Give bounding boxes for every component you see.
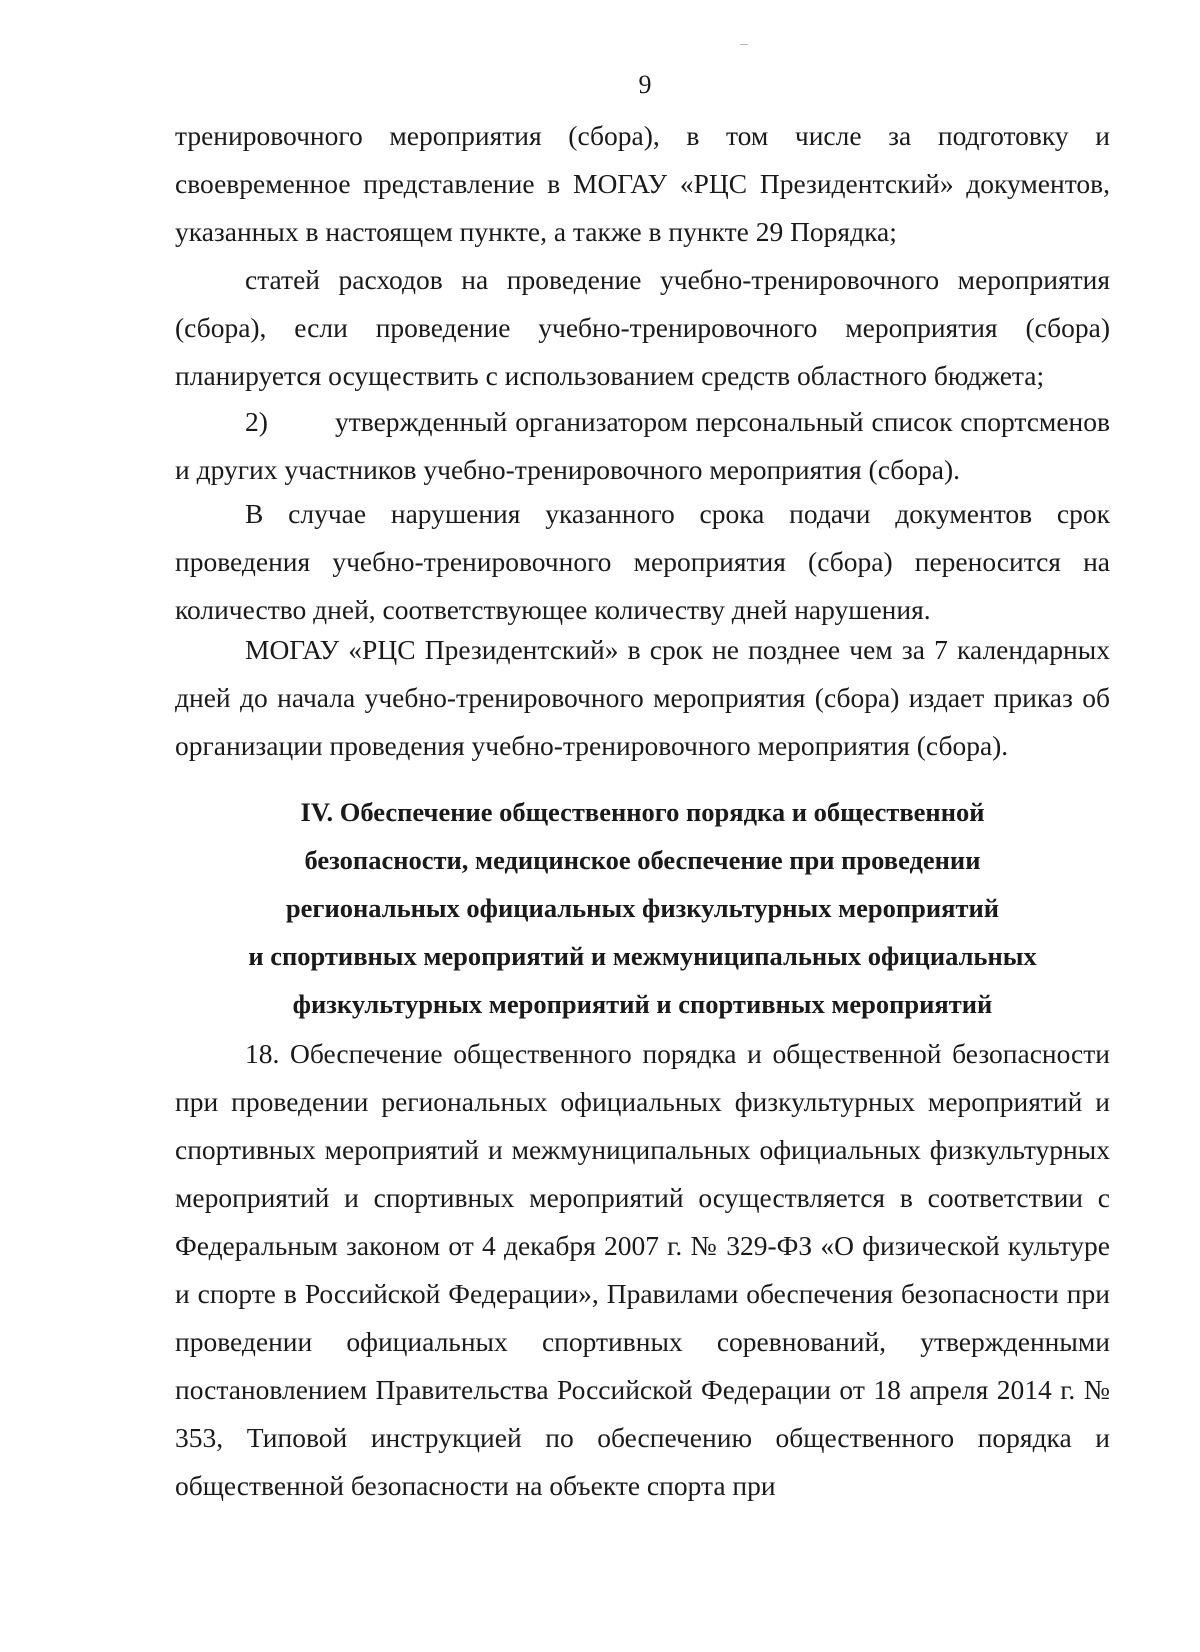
paragraph-order-issuance: МОГАУ «РЦС Президентский» в срок не позднее чем за 7 календарных дней до начала учебно-тренировочного мероприятия (сбора) издает приказ об организации проведения учебно-тренировочного мероприятия (сбора).: [175, 634, 1110, 761]
paragraph-expense-items: статей расходов на проведение учебно-тренировочного мероприятия (сбора), если проведение учебно-тренировочного мероприятия (сбора) планируется осуществить с использованием средств областного бюджета;: [175, 264, 1110, 391]
paragraph-continuation: тренировочного мероприятия (сбора), в том числе за подготовку и своевременное представление в МОГАУ «РЦС Президентский» документов, указанных в настоящем пункте, а также в пункте 29 Порядка;: [175, 120, 1110, 247]
section-heading-line: физкультурных мероприятий и спортивных мероприятий: [292, 989, 993, 1019]
section-heading-line: региональных официальных физкультурных мероприятий: [285, 893, 1000, 923]
item-text: утвержденный организатором персональный список спортсменов и других участников учебно-тренировочного мероприятия (сбора).: [175, 406, 1110, 485]
item-number: 2): [245, 406, 268, 437]
section-heading-line: IV. Обеспечение общественного порядка и общественной: [300, 797, 985, 827]
scan-speck: [740, 44, 748, 45]
section-heading-line: и спортивных мероприятий и межмуниципальных официальных: [248, 941, 1037, 971]
paragraph-item-2: [175, 398, 1110, 494]
section-heading: [175, 788, 1110, 1028]
paragraph-item-18: 18. Обеспечение общественного порядка и общественной безопасности при проведении региональных официальных физкультурных мероприятий и спортивных мероприятий и межмуниципальных официальных физкультурных мероприятий и спортивных мероприятий осуществляется в соответствии с Федеральным законом от 4 декабря 2007 г. № 329-ФЗ «О физической культуре и спорте в Российской Федерации», Правилами обеспечения безопасности при проведении официальных спортивных соревнований, утвержденными постановлением Правительства Российской Федерации от 18 апреля 2014 г. № 353, Типовой инструкцией по обеспечению общественного порядка и общественной безопасности на объекте спорта при: [175, 1038, 1110, 1501]
section-heading-line: безопасности, медицинское обеспечение при проведении: [304, 845, 981, 875]
paragraph-deadline-violation: В случае нарушения указанного срока подачи документов срок проведения учебно-тренировочного мероприятия (сбора) переносится на количество дней, соответствующее количеству дней нарушения.: [175, 498, 1110, 625]
page-number: 9: [638, 70, 652, 99]
